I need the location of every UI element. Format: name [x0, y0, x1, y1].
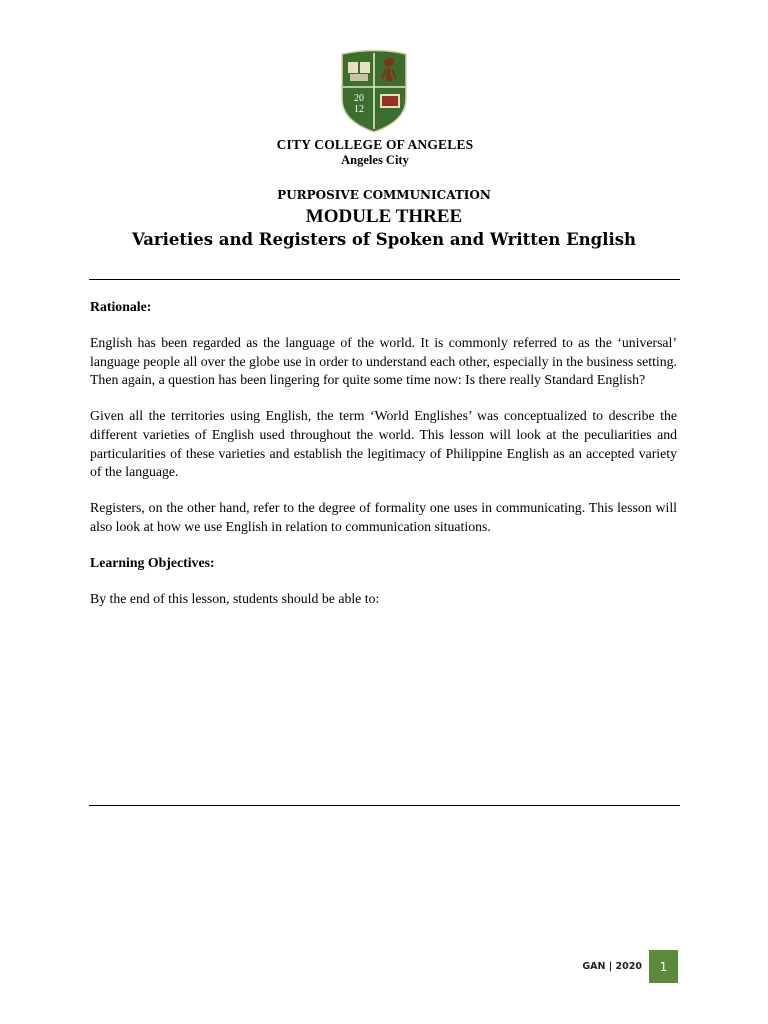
module-number: MODULE THREE	[305, 206, 463, 227]
rationale-heading: Rationale:	[90, 299, 152, 314]
paragraph: Registers, on the other hand, refer to the degree of formality one uses in communicating. This lesson will also look at how we use English in relation to communication situations.	[90, 500, 677, 534]
page-number-badge	[649, 950, 678, 983]
objectives-intro: By the end of this lesson, students should be able to:	[90, 591, 380, 607]
logo-year-bottom: 12	[354, 104, 364, 115]
module-title: Varieties and Registers of Spoken and Written English	[131, 230, 637, 249]
bottom-divider	[89, 805, 680, 806]
institution-city: Angeles City	[341, 153, 409, 167]
document-body	[90, 298, 677, 609]
paragraph: English has been regarded as the language of the world. It is commonly referred to as the ‘universal’ language people all over the globe use in order to understand each other, especially in the business setting. Then again, a question has been lingering for quite some time now: Is there really Standard English?	[90, 335, 677, 388]
logo-year-top: 20	[354, 93, 364, 104]
top-divider	[89, 279, 680, 280]
college-logo	[340, 49, 408, 133]
page-number: 1	[659, 959, 668, 974]
paragraph: Given all the territories using English, the term ‘World Englishes’ was conceptualized to describe the different varieties of English used throughout the world. This lesson will look at the peculiarities and particularities of these varieties and establish the legitimacy of Philippine English as an accepted variety of the language.	[90, 408, 677, 480]
learning-objectives-heading: Learning Objectives:	[90, 554, 215, 570]
footer-label: GAN | 2020	[582, 961, 642, 972]
course-title: PURPOSIVE COMMUNICATION	[277, 188, 491, 202]
institution-name: CITY COLLEGE OF ANGELES	[276, 137, 474, 152]
